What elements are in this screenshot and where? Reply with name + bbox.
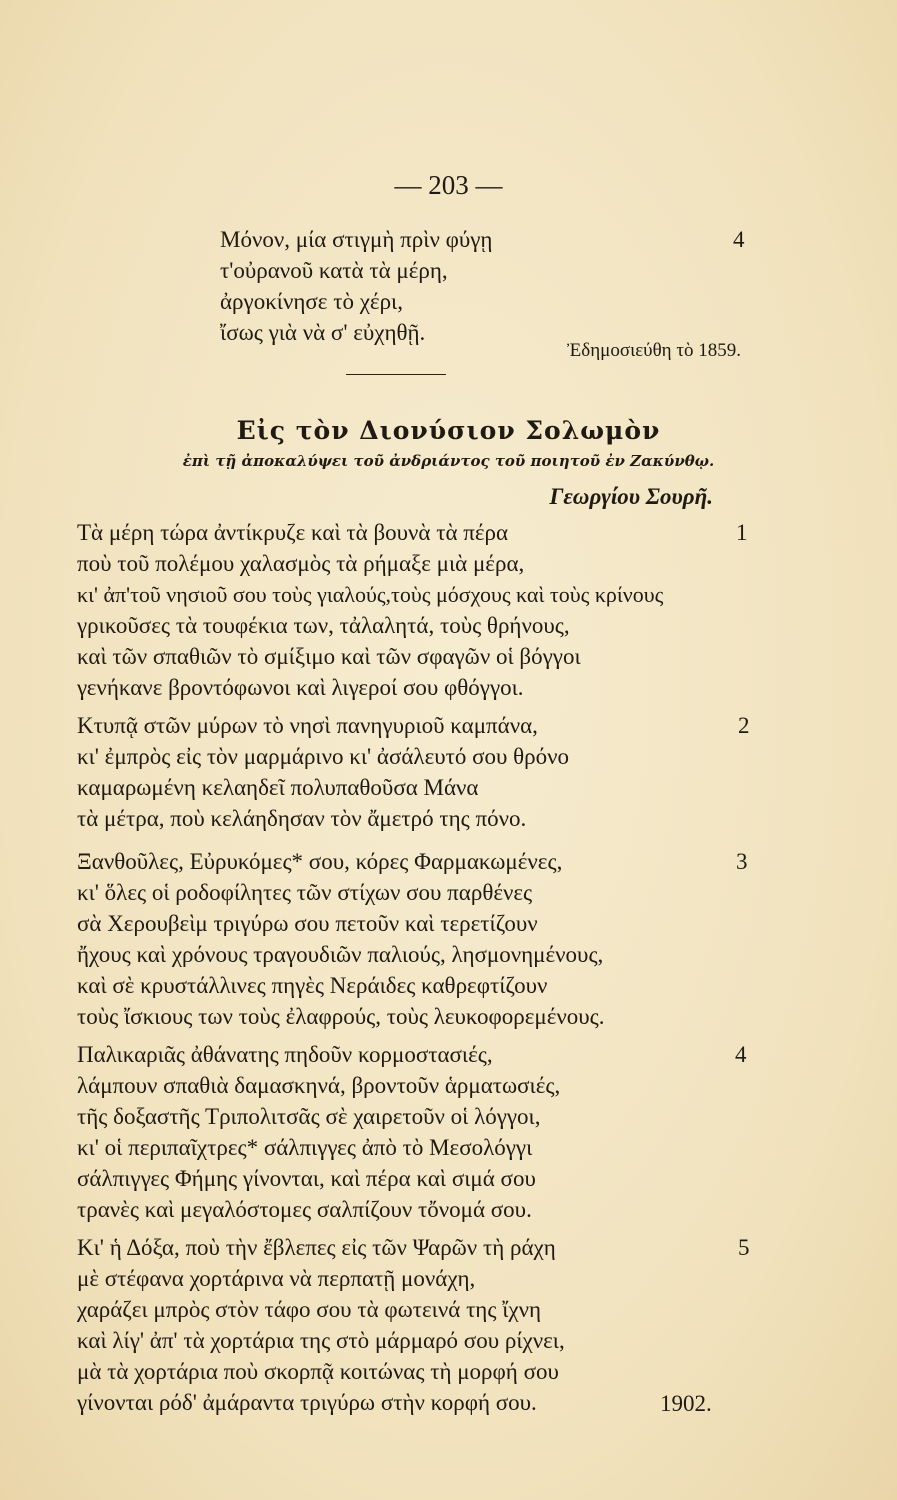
stanza-line: τὰ μέτρα, ποὺ κελάηδησαν τὸν ἄμετρό της πόνο.: [77, 806, 527, 831]
stanza-number: 4: [735, 1042, 747, 1067]
stanza-line: γενήκανε βροντόφωνοι καὶ λιγεροί σου φθόγγοι.: [77, 675, 524, 700]
stanza-line: σάλπιγγες Φήμης γίνονται, καὶ πέρα καὶ σιμά σου: [77, 1166, 536, 1191]
stanza-line: κι' ὅλες οἱ ροδοφίλητες τῶν στίχων σου παρθένες: [77, 880, 533, 905]
stanza-number: 5: [738, 1235, 750, 1260]
stanza-line: τοὺς ἴσκιους των τοὺς ἐλαφρούς, τοὺς λευκοφορεμένους.: [77, 1004, 605, 1029]
section-divider: [346, 374, 446, 375]
stanza-number: 2: [738, 713, 750, 738]
page-number: — 203 —: [394, 170, 503, 200]
stanza-line: Παλικαριᾶς ἀθάνατης πηδοῦν κορμοστασιές,: [77, 1042, 493, 1067]
stanza-line: τῆς δοξαστῆς Τριπολιτσᾶς σὲ χαιρετοῦν οἱ λόγγοι,: [77, 1104, 541, 1129]
stanza-number: 3: [736, 849, 748, 874]
stanza-number: 1: [736, 520, 748, 545]
stanza-line: κι' ἐμπρὸς εἰς τὸν μαρμάρινο κι' ἀσάλευτό σου θρόνο: [77, 744, 570, 769]
stanza-line: ποὺ τοῦ πολέμου χαλασμὸς τὰ ρήμαξε μιὰ μέρα,: [77, 551, 525, 576]
stanza-line: κι' ἀπ'τοῦ νησιοῦ σου τοὺς γιαλούς,τοὺς μόσχους καὶ τοὺς κρίνους: [77, 582, 664, 607]
published-note: Ἐδημοσιεύθη τὸ 1859.: [567, 340, 741, 361]
stanza-line: γίνονται ρόδ' ἀμάραντα τριγύρω στὴν κορφή σου.: [77, 1390, 537, 1415]
prev-poem-line: Μόνον, μία στιγμὴ πρὶν φύγῃ: [220, 227, 493, 252]
stanza-line: γρικοῦσες τὰ τουφέκια των, τἀλαλητά, τοὺς θρήνους,: [77, 613, 570, 638]
stanza-line: καὶ σὲ κρυστάλλινες πηγὲς Νεράιδες καθρεφτίζουν: [77, 973, 548, 998]
stanza-line: τρανὲς καὶ μεγαλόστομες σαλπίζουν τὄνομά σου.: [77, 1197, 532, 1222]
stanza-line: κι' οἱ περιπαῖχτρες* σάλπιγγες ἀπὸ τὸ Μεσολόγγι: [77, 1135, 533, 1160]
poem-title: Εἰς τὸν Διονύσιον Σολωμὸν: [236, 416, 661, 445]
stanza-line: σὰ Χερουβεὶμ τριγύρω σου πετοῦν καὶ τερετίζουν: [77, 911, 538, 936]
poem-year: 1902.: [660, 1391, 712, 1416]
stanza-line: Ξανθοῦλες, Εὐρυκόμες* σου, κόρες Φαρμακωμένες,: [77, 849, 563, 874]
prev-poem-line: ἴσως γιὰ νὰ σ' εὐχηθῇ.: [220, 320, 426, 345]
stanza-line: χαράζει μπρὸς στὸν τάφο σου τὰ φωτεινά της ἴχνη: [77, 1297, 542, 1322]
prev-poem-line: ἀργοκίνησε τὸ χέρι,: [220, 289, 403, 314]
stanza-line: καμαρωμένη κελαηδεῖ πολυπαθοῦσα Μάνα: [77, 775, 479, 800]
prev-poem-line: τ'οὐρανοῦ κατὰ τὰ μέρη,: [220, 258, 448, 283]
stanza-line: ἤχους καὶ χρόνους τραγουδιῶν παλιούς, λησμονημένους,: [77, 942, 604, 967]
poem-author: Γεωργίου Σουρῆ.: [549, 484, 713, 509]
stanza-line: Κτυπᾷ στῶν μύρων τὸ νησὶ πανηγυριοῦ καμπάνα,: [77, 713, 538, 738]
stanza-line: μὲ στέφανα χορτάρινα νὰ περπατῇ μονάχη,: [77, 1266, 476, 1291]
stanza-line: καὶ τῶν σπαθιῶν τὸ σμίξιμο καὶ τῶν σφαγῶν οἱ βόγγοι: [77, 644, 581, 669]
poem-subtitle: ἐπὶ τῇ ἀποκαλύψει τοῦ ἀνδριάντος τοῦ ποιητοῦ ἐν Ζακύνθῳ.: [182, 452, 715, 470]
prev-poem-number: 4: [733, 227, 745, 252]
stanza-line: λάμπουν σπαθιὰ δαμασκηνά, βροντοῦν ἁρματωσιές,: [77, 1073, 561, 1098]
stanza-line: Κι' ἡ Δόξα, ποὺ τὴν ἔβλεπες εἰς τῶν Ψαρῶν τὴ ράχη: [77, 1235, 556, 1260]
stanza-line: Τὰ μέρη τώρα ἀντίκρυζε καὶ τὰ βουνὰ τὰ πέρα: [77, 520, 509, 545]
stanza-line: μὰ τὰ χορτάρια ποὺ σκορπᾷ κοιτώνας τὴ μορφή σου: [77, 1359, 559, 1384]
stanza-line: καὶ λίγ' ἀπ' τὰ χορτάρια της στὸ μάρμαρό σου ρίχνει,: [77, 1328, 565, 1353]
